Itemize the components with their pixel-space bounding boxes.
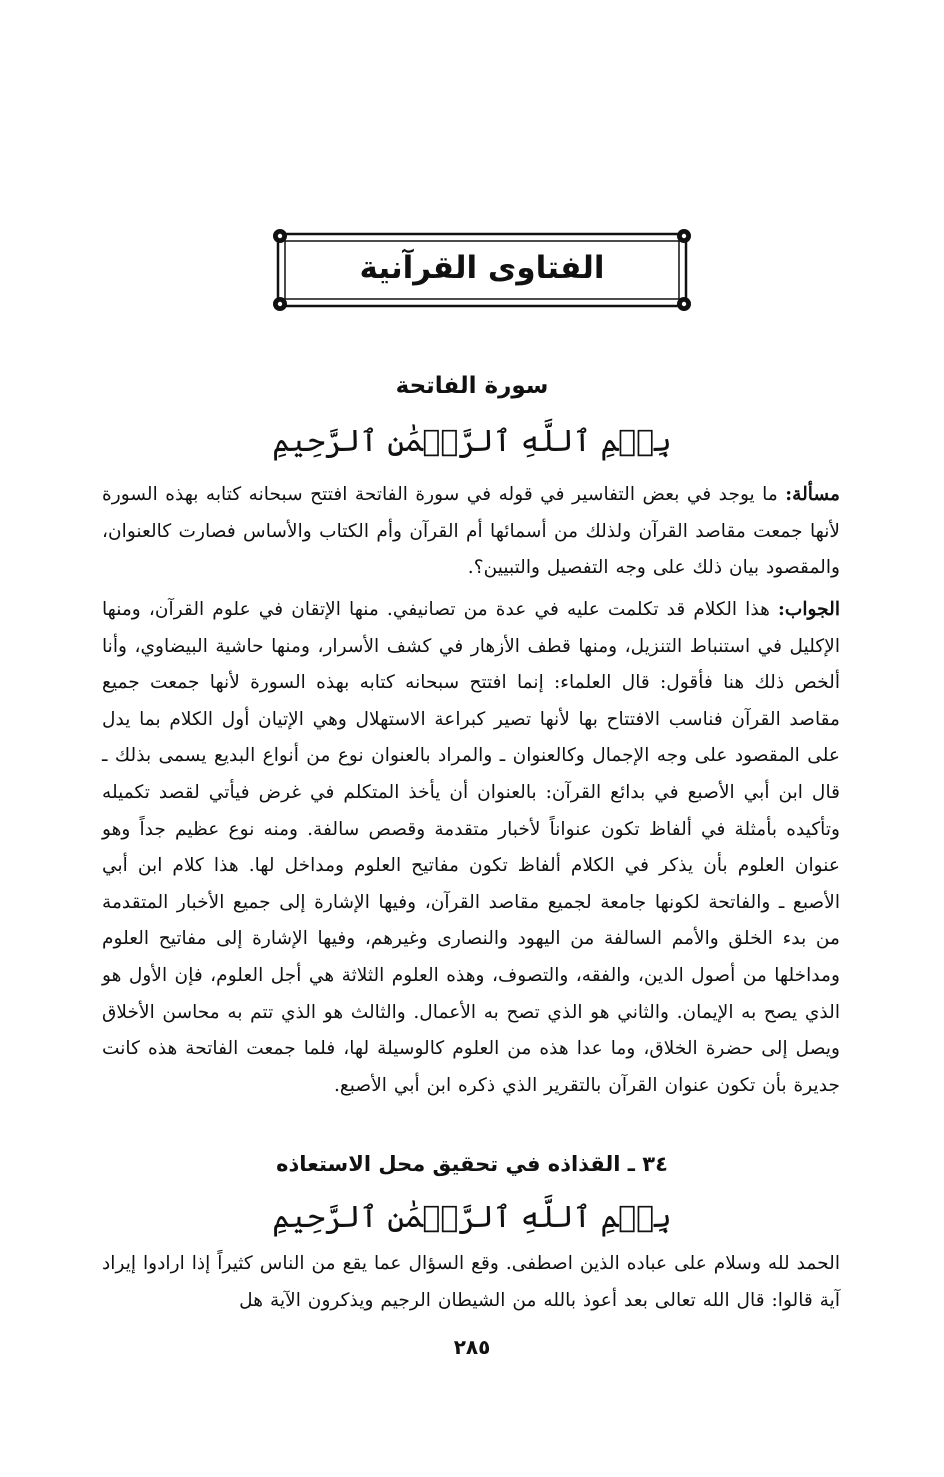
answer-label: الجواب: xyxy=(778,599,840,620)
surah-heading: سورة الفاتحة xyxy=(395,373,549,399)
section-heading: ٣٤ ـ القذاذه في تحقيق محل الاستعاذه xyxy=(276,1152,668,1176)
answer-text: هذا الكلام قد تكلمت عليه في عدة من تصانيفي. منها الإتقان في علوم القرآن، ومنها الإكليل في استنباط التنزيل، ومنها قطف الأزهار في كشف الأسرار، ومنها حاشية البيضاوي، وأنا ألخص ذلك هنا فأقول: قال العلماء: إنما افتتح سبحانه كتابه بهذه السورة لأنها جمعت جميع مقاصد القرآن فناسب الافتتاح بها لأنها تصير كبراعة الاستهلال وهي الإتيان أول الكلام بما يدل على المقصود على وجه الإجمال وكالعنوان ـ والمراد بالعنوان نوع من أنواع البديع يسمى بذلك ـ قال ابن أبي الأصبع في بدائع القرآن: بالعنوان أن يأخذ المتكلم في غرض فيأتي لقصد تكميله وتأكيده بأمثلة في ألفاظ تكون عنواناً لأخبار متقدمة وقصص سالفة. ومنه نوع عظيم جداً وهو عنوان العلوم بأن يذكر في الكلام ألفاظ تكون مفاتيح العلوم ومداخل لها. هذا كلام ابن أبي الأصبع ـ والفاتحة لكونها جامعة لجميع مقاصد القرآن، وفيها الإشارة إلى جميع الأخبار المتقدمة من بدء الخلق والأمم السالفة من اليهود والنصارى وغيرهم، وفيها الإشارة إلى مفاتيح العلوم ومداخلها من أصول الدين، والفقه، والتصوف، وهذه العلوم الثلاثة هي أجل العلوم، فإن الأول هو الذي يصح به الإيمان. والثاني هو الذي تصح به الأعمال. والثالث هو الذي تتم به محاسن الأخلاق ويصل إلى حضرة الخلاق، وما عدا هذه من العلوم كالوسيلة لها، فلما جمعت الفاتحة هذه كانت جديرة بأن تكون عنوان القرآن بالتقرير الذي ذكره ابن أبي الأصبع. xyxy=(102,599,840,1096)
basmala-calligraphy-2: بِسۡمِ ٱللَّهِ ٱلرَّحۡمَٰنِ ٱلرَّحِيمِ xyxy=(272,1200,672,1235)
title-frame xyxy=(272,228,692,312)
question-text: ما يوجد في بعض التفاسير في قوله في سورة الفاتحة افتتح سبحانه كتابه بهذه السورة لأنها جمعت مقاصد القرآن ولذلك من أسمائها أم القرآن وأم الكتاب والأساس فصارت كالعنوان، والمقصود بيان ذلك على وجه التفصيل والتبيين؟. xyxy=(102,484,840,579)
question-paragraph xyxy=(102,477,840,587)
section-paragraph xyxy=(102,1246,840,1319)
page-title: الفتاوى القرآنية xyxy=(359,250,605,286)
basmala-calligraphy: بِسۡمِ ٱللَّهِ ٱلرَّحۡمَٰنِ ٱلرَّحِيمِ xyxy=(272,424,672,459)
section-text: الحمد لله وسلام على عباده الذين اصطفى. وقع السؤال عما يقع من الناس كثيراً إذا ارادوا إيراد آية قالوا: قال الله تعالى بعد أعوذ بالله من الشيطان الرجيم ويذكرون الآية هل xyxy=(102,1253,840,1311)
page-number: ٢٨٥ xyxy=(453,1335,491,1359)
answer-paragraph xyxy=(102,592,840,1104)
question-label: مسألة: xyxy=(785,484,840,505)
